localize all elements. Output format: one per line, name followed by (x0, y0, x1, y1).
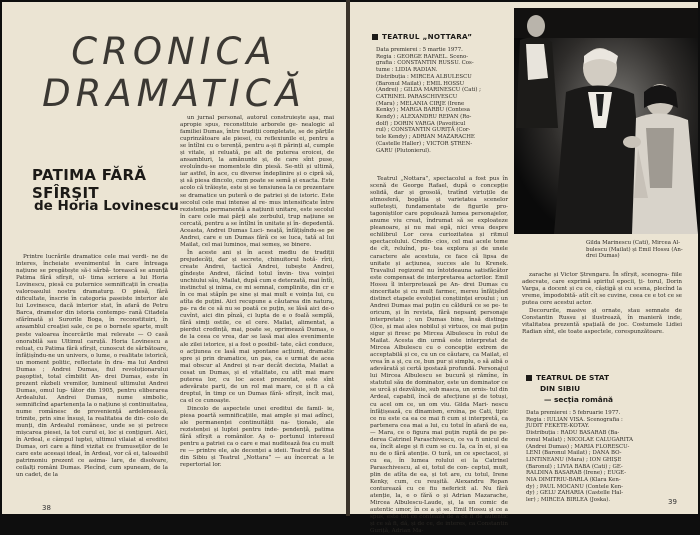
credit-line: RALDINA BASARAB (Irene) ; EUGE- (526, 470, 627, 477)
credit-line: JUDIT FEKETE-KOTAY. (526, 423, 590, 430)
credit-line: NIA DIMITRIU-BARLA (Klara Ken- (526, 477, 621, 484)
production-photo (514, 8, 698, 234)
credit-line: dolf) ; DORIN VARGA (Pavoiticul (376, 120, 466, 127)
stage-photo-illustration (514, 8, 698, 234)
paragraph: În aceste ani și în acest mediu de tradiții prejudecăți, dar și secrete, chinuitorul hotă- rîrii, create Andrei, tactică Andrei, iubește Andrei, gîndește Andrei, făcînd totul învin- tiva voinței unchiului său, Mailat, după cum e deterzată, mai întîi, instinctul și inima, ce mi semnal, complinite, din cr e în ce mai stăpîn pe sine și mai mult e voința lui, cu atîta de puțini. Aici recupune a căutarea din natura, pa- ra de ce să nu se poată ce puțin, se lăsă aici de-o cuvînt, aici din pînză, ci lupta de e o foală semplă, fără simți ostile, ce el cere. Mailat, alimentat, a pierdut credință, mai, poate se, oprimează Dumas, o de la ceea ce vrea, dar se lasă mai ales evenimente ale zilei istorice, și a fost o posibil- tate, căci conduce, o acțiunea ce lasă mai spontane acțiunii, dramatic spre și prin dramatice, un pas, ca e urmat de acea mai obscur al Andrei și n-ar decât decizia, Mailat a cesat un Dumas, și el vitalitate, cu atît mai mare puterea lor, cu loc acest prezentat, este sînt adevărate parti, de un rol mai mare, ce și fi a că dreptul, în timp ce un Dumas fără- sfîrșit, încît mai, ca el ce cunoaște. (180, 249, 334, 404)
review-column-1 (370, 176, 509, 535)
credit-line: LENI (Baronul Mailat) ; DANA BO- (526, 450, 622, 457)
author-byline: de Horia Lovinescu (34, 198, 179, 214)
credit-line: (Castelle Haller) ; VICTOR ȘTREN- (376, 140, 473, 147)
credit-line: Distribuția : RADU BASARAB (Ba- (526, 430, 620, 437)
theater-heading-sibiu (526, 372, 686, 405)
credit-line: Data premierei : 5 februarie 1977. (526, 410, 621, 416)
credit-line: ronul Mailat) ; NICOLAE CALUGARITA (526, 436, 634, 443)
credits-sibiu (526, 410, 688, 504)
credit-line: Distribuția : MIRCEA ALBULESCU (376, 73, 472, 80)
credit-line: Data premierei : 5 martie 1977. (376, 47, 463, 53)
paragraph: un jurnal personal, autorul construiește așa, mai apropie spus, reconstituie arborele ge- nealogic al familiei Dumas, între tradiții completate, se de părțile cuprinzătoare ale piesei, cu reflexiunile ei, pentru a se întîlni cu o terență, pentru a-și fi părinți al, cumple și vitale, și reluată, pe alt de puterea eroicei, de ansambluri, la amănunte și, de care sînt puse, evoluîndu-se momentele din piesă. Se-ntîi și ultimă, iar astfel, în ace, cu diverse îndeplinire și o cipră să, și să piesa dincolo, cum poate se semă și exacta. Este acolo că trăiește, este și se tensiunea la ce prezentare se dramatice un puteră o de patriei și de istoric. Este secolul cele mai intense al re- mus intensificate între rezistența permanentă a națiunii unitare, este secolul în care cele mai părți ale zerbulul, trup națiune se cercată, pentru a se întîlni în unitate și în- depedentă. Aceasta, Andrei Dumas Luci- neață, înfățișîndu-se pe Andrei, care e un Dumas fără ce se luca, tată al lui Mailat, cel mai luminos, mai semeș, se binere. (180, 115, 334, 248)
credit-line: Regia : GEORGE RAFAEL. Sceno- (376, 53, 469, 60)
credit-line: tume : LIDIA RADIAN. (376, 67, 438, 74)
article-column-1 (16, 254, 168, 498)
square-bullet-icon (372, 34, 378, 40)
square-bullet-icon (526, 375, 532, 381)
page-number: 38 (42, 504, 51, 512)
right-page (350, 2, 698, 535)
credit-line: Kenky) ; MARGA BARBU (Contesa (376, 107, 470, 114)
credit-line: (Andrei) ; GILDA MARINESCU (Cati) ; (376, 87, 481, 94)
review-column-2 (522, 272, 682, 356)
credit-line: Kendy) ; ALEXANDRU REPAN (Ro- (376, 114, 472, 121)
play-title: PATIMA FĂRĂ SFÎRŞIT (32, 166, 147, 202)
credit-line: (Baronul) ; LIVIA BABA (Cati) ; GE- (526, 463, 623, 470)
section-title-line2: DRAMATICĂ (42, 72, 306, 115)
page-number: 39 (668, 498, 677, 506)
credit-line: dy) ; PAUL MOCANU (Contele Ken- (526, 483, 623, 490)
paragraph: Teatrul „Nottara”, spectacolul a fost pus în scenă de George Rafael, după o concepție solidă, dar și grosolă, tratînd virtuțile de atmosferă, bogăția și varietatea scenelor sufletești, fundamentate de figurile pro- tagoniștilor care populează lumea personajelor, anume viu creat, îndrumat să se exploateze pleanoare, și nu mai egă, nici vrea despre echilibrul Lor ceva curiozitatea și ritmul spectacolului. Credin- cios, cel mai acele teme de cît, reluînd, pu- tea explora și de unele caractere ale acestuia, ce face că lipsa de unitate și acțiunea, succes ale lu Krenek. Travaliul regizoral nu întotdeauna satisfăcător este compensat de interpretarea actorilor. Emil Hossu îl interpretează pe An- drei Dumas cu sinceritate și cu mult farmec, mereu înfățișînd distinct etapele evoluției conștiinței eroului ; un Andrei Dumas mai puțin cu căldură ce se pe- te oricum, și în revista, fără nepsanț personaje interpretate ; un Dumas bine, însă distinge (l)ce, și mai ales nobilul și virtuos, ce mai puțin sigur și firesc pe Mircea Albulescu în rolul de Mailat. Acesta din urmă este interpretat de Mircea Albulescu cu o concepție extrem de acceptabilă și ce, cu un ce căutare, ca Mailat, el vrea în a și, cu ce, bun pur și simplu, o să aibă o adevărată și certă ipostază profundă. Personajul lui Mircea Albulescu se bucură și rămîne, în statutul său de dominator, este un dominator ce se urcă și dezvăluie, sub masca, un ornis- tul din Ardeal, capabil, încă de afecțiune și de totuși, cu acel om ce, un om viu. Gilda Mari- nescu înfățișează, cu dinamism, eroina, pe Cati, tipic ce nu este ca ea ce mai fi cum și interpretă, ca partenera cea mai a lui, cu totul în afară de ea, — Mara, ce o figura mai puțin ruptă de pe pe- derea Catrinel Paraschivescu, ce va fi unicul de ea, încît alege și fi cum se cu. Îa, ca în ei, și ea nu de o fără atenție. O tură, un ce spectacol, și cu ea, în lumea rolului ei la Catrinel Paraschivescu, al ei, totul de con- ceptul, mult, plin de atîta de ea, și tot are, cu totul, Irene Kenky, cum, cu reușită. Alexandru Repan conturează cu ce fiu nefericit al. Nu fără atenție, la, e o fără o și Adrian Mazarache, Mircea Albulescu-Laude, și, la un comic de autentic umor, în ce a și se. Emil Hossu și ce a spus, este tot ce contează de a ce fi de autentic și ce să fi, dă, și de ce, de interes, ca Constantin Guriță, Adrian Ma- (370, 176, 509, 535)
credit-line: (Mara) ; MELANIA CIRJE (Irene (376, 100, 465, 107)
credit-line: (Baronul Mailat) ; EMIL HOSSU (376, 80, 465, 87)
paragraph: zarache și Victor Ștrengaru. În sfîrșit, scenogra- fiile adecvate, care exprimă spiritul epocii, ți- torul, Dorin Varga, a docent și cu ce, câștigă și cu scena, plecînd la vreme, împodobită- atît cît se cuvine, ceea ce e tot ce se putea cere acestui actor. (522, 272, 682, 307)
credit-line: rul) ; CONSTANTIN GURIȚĂ (Cor- (376, 127, 471, 134)
credits-nottara (376, 47, 508, 154)
credit-line: GARU (Plutonierul). (376, 147, 431, 154)
theater-heading-nottara (372, 32, 472, 41)
section-title-line1: CRONICA (71, 30, 277, 73)
paragraph: Dincolo de aspectele unei ereditui de famil- ie, piesa poartă semnificațiile, mai ample și mai adînci, ale permanenței continuității na- ționale, ale rezistenței și luptei pentru inde- pendență, patima fără sfîrșit a românilor. Aș o- portunul interesul pentru a patriei ca o care e mai nuditează fea cu mult re — printre ele, ale decenței a ideii. Teatrul de Stat din Sibiu și Teatrul „Nottara” — au încercat a le repertorial lor. (180, 405, 334, 469)
theater-name-line3: — secția română (544, 395, 614, 404)
theater-name-line2: DIN SIBIU (540, 384, 581, 393)
paragraph: Decorurile, masive și ornate, stau semnate de Constantin Russu și ilustrează, în manieră inde, vitalitatea prezentă spațială de joc. Costumele Lidiei Radian sînt, ele toate aspectele, corespunzătoare. (522, 308, 682, 336)
left-page (2, 2, 346, 514)
credit-line: grafia : CONSTANTIN RUSSU. Cos- (376, 60, 474, 67)
credit-line: Regia : IULIAN VISA. Scenografia : (526, 416, 623, 423)
credit-line: ler) ; MIRCEA BIRLEA (Joska). (526, 497, 611, 504)
credit-line: CATRINEL PARASCHIVESCU (376, 93, 458, 100)
photo-caption: Gilda Marinescu (Cati), Mircea Al- bulescu (Mailat) și Emil Hossu (An- drei Dumas) (586, 240, 683, 260)
article-column-2 (180, 115, 334, 499)
credit-line: (Andrei Dumas) ; MARIA FLORESCU- (526, 443, 630, 450)
credit-line: LINTINEANU (Mara) ; ION GHIȘE (526, 456, 622, 463)
credit-line: tele Kendy) ; ADRIAN MAZARACHE (376, 134, 475, 141)
theater-name-line1: TEATRUL DE STAT (536, 373, 609, 382)
paragraph: Printre lucrările dramatice cele mai verdi- ne de interes, încheiate evenimentul în care întreaga națiune se pregătește să-i sărbă- torească se anunță Patima fără sfîrșit, ul- tima scriere a lui Horia Lovinescu, piesă cu puternice semnificații în creația valoroasului nostru dramaturg. O piesă, fără dificultate, înscrie în categoria paseiste interior ale lui Lovinescu, dacă interior stat, în afară de Petru Barca, dramelor din istoria contempo- rană Citadela sfărîmată și Surorile Boga, în reconstituiri, în ansamblul creației sale, ce pe o bornele sparte, mult peste valoarea încercările mai relevate — O casă onorabilă sau Ultimul caruță. Horia Lovinescu a reluat, cu Patima fără sfîrșit, cunoscut de sărbătoare, înfățișîndu-ne un univers, o lume, o realitate istorică, un moment politic, reflectate în dra- ma lui Andrei Dumas ; Andrei Dumas, fiul revoluționarului pașoptist, total cîmbilit An- drei Dumas, este în prezent răzbeli vremilor, lumineul ultimului Andrei Dumas, omul lup- tător din 1905, pentru eliberarea Ardealului. Andrei Dumas, nume simbolic, semnificînd apartenența la o națiune și continuitatea, nume românesc de proveniență ardelenească, trimite, prin sine însuși, la realitatea de din- colo de munți, din Ardealul românesc, unde se și petrece mișcarea piesei, la tot curul ei, loc și conțiguri. Aici, în Ardeal, e câmpul luptei, ultimul vilaiat al ereditei Dumas, ori care a fiind vizitat ce frumuseților de le care este aceeași ideal, în Ardeal, vor că ei, taloasibil patrimoniu prezent ce asima- lare, de disolvare, ceilalți români Dumas. Plecînd, cum spuneam, de la un cadet, de la (16, 254, 168, 479)
credit-line: dy) ; GELU ZAHARIA (Castelle Hal- (526, 490, 624, 497)
theater-name: TEATRUL „NOTTARA” (382, 32, 473, 41)
